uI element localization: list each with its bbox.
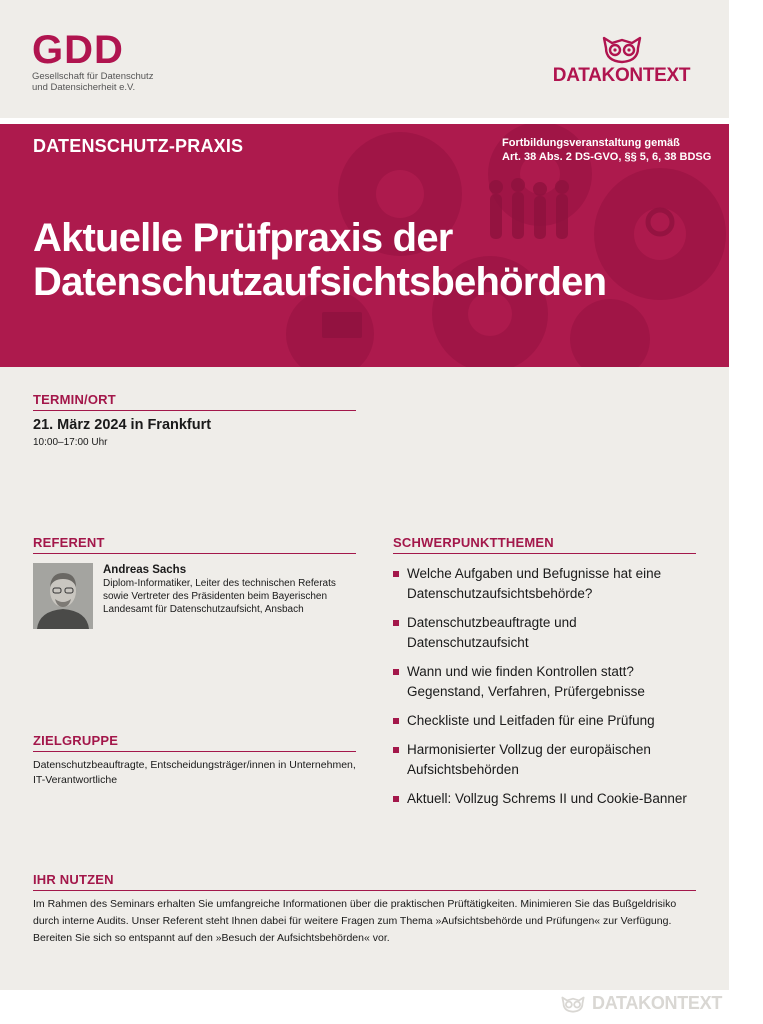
- termin-section: [33, 392, 356, 448]
- portrait-illustration: [33, 563, 93, 629]
- nutzen-heading: IHR NUTZEN: [33, 872, 696, 891]
- themen-heading: SCHWERPUNKTTHEMEN: [393, 535, 696, 554]
- footer-wordmark: DATAKONTEXT: [592, 993, 723, 1013]
- referent-heading: REFERENT: [33, 535, 356, 554]
- zielgruppe-heading: ZIELGRUPPE: [33, 733, 356, 752]
- gdd-logo: [32, 28, 172, 93]
- themen-section: [393, 535, 696, 818]
- zielgruppe-section: [33, 733, 356, 788]
- legal-note-line2: Art. 38 Abs. 2 DS-GVO, §§ 5, 6, 38 BDSG: [502, 151, 712, 163]
- legal-note: [502, 136, 717, 164]
- title-banner: [0, 124, 729, 367]
- list-item: Checkliste und Leitfaden für eine Prüfung: [393, 711, 696, 731]
- nutzen-section: [33, 872, 696, 947]
- list-item: Harmonisierter Vollzug der europäischen Aufsichtsbehörden: [393, 740, 696, 780]
- event-date: 21. März 2024 in Frankfurt: [33, 417, 212, 433]
- referent-info: [103, 563, 356, 629]
- series-label: DATENSCHUTZ-PRAXIS: [33, 136, 244, 156]
- header: [0, 0, 729, 118]
- owl-icon: [560, 994, 586, 1014]
- title-line2: Datenschutzaufsichtsbehörden: [33, 260, 607, 304]
- footer: [0, 990, 763, 1024]
- nutzen-text: Im Rahmen des Seminars erhalten Sie umfangreiche Informationen über die praktischen Prüftätigkeiten. Minimieren Sie das Bußgeldrisiko durch interne Audits. Unser Referent steht Ihnen dabei für weitere Fragen zum Thema »Aufsichtsbehörde und Prüfungen« zur Verfügung. Bereiten Sie sich so entspannt auf den »Besuch der Aufsichtsbehörden« vor.: [33, 898, 677, 944]
- referent-description: Diplom-Informatiker, Leiter des technischen Referats sowie Vertreter des Präsidenten beim Bayerischen Landesamt für Datenschutzaufsicht, Ansbach: [103, 578, 336, 615]
- page-title: [33, 216, 713, 304]
- list-item: Aktuell: Vollzug Schrems II und Cookie-Banner: [393, 789, 696, 809]
- list-item: Wann und wie finden Kontrollen statt? Gegenstand, Verfahren, Prüfergebnisse: [393, 662, 696, 702]
- owl-icon: [600, 34, 644, 64]
- termin-heading: TERMIN/ORT: [33, 392, 356, 411]
- datakontext-wordmark: DATAKONTEXT: [552, 65, 691, 86]
- datakontext-logo: [544, 34, 699, 86]
- list-item: Datenschutzbeauftragte und Datenschutzaufsicht: [393, 613, 696, 653]
- referent-photo: [33, 563, 93, 629]
- zielgruppe-text: Datenschutzbeauftragte, Entscheidungsträger/innen in Unternehmen, IT-Verantwortliche: [33, 759, 356, 786]
- event-time: 10:00–17:00 Uhr: [33, 437, 108, 448]
- list-item: Welche Aufgaben und Befugnisse hat eine Datenschutzaufsichtsbehörde?: [393, 564, 696, 604]
- gdd-subtitle-line2: und Datensicherheit e.V.: [32, 82, 136, 93]
- title-line1: Aktuelle Prüfpraxis der: [33, 216, 453, 260]
- themen-list: [393, 564, 696, 809]
- referent-section: [33, 535, 356, 629]
- footer-logo: [560, 993, 722, 1014]
- legal-note-line1: Fortbildungsveranstaltung gemäß: [502, 137, 680, 149]
- gdd-logo-letters: GDD: [32, 28, 124, 72]
- referent-name: Andreas Sachs: [103, 564, 187, 576]
- gdd-subtitle: [32, 71, 172, 93]
- gdd-subtitle-line1: Gesellschaft für Datenschutz: [32, 71, 154, 82]
- referent-body: [33, 563, 356, 629]
